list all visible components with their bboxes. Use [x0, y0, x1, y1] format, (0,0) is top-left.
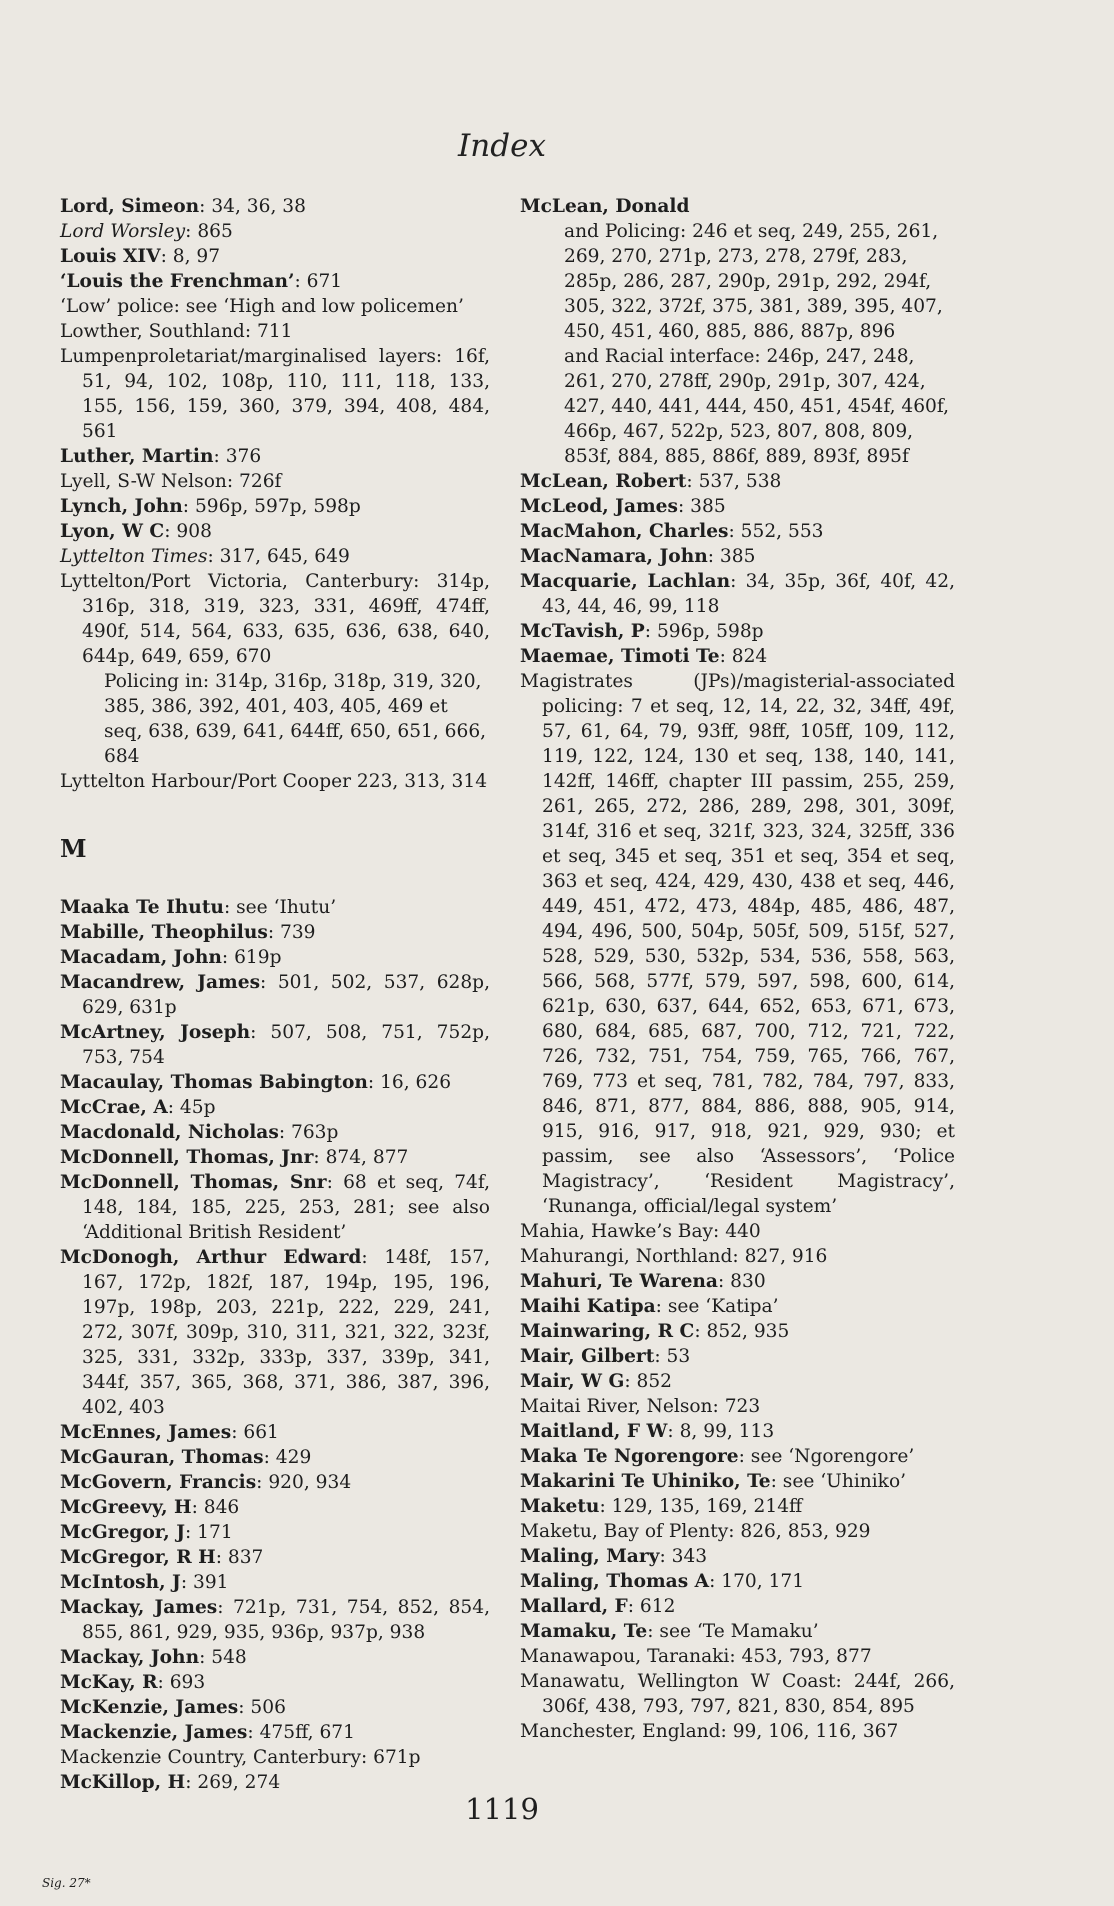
index-entry [520, 1669, 955, 1719]
entry-heading: MacNamara, John [520, 546, 708, 567]
index-entry [60, 469, 490, 494]
entry-references: : 501, 502, 537, 628p, 629, 631p [82, 972, 490, 1018]
entry-heading: Mabille, Theophilus [60, 922, 268, 943]
entry-references: : 475ff, 671 [247, 1722, 355, 1743]
entry-references: : see ‘Ngorengore’ [738, 1446, 915, 1467]
entry-references: Lumpenproletariat/marginalised layers: 16f, 51, 94, 102, 108p, 110, 111, 118, 133, 155, 156, 159, 360, 379, 394, 408, 484, 561 [60, 346, 490, 442]
entry-references: and Policing: 246 et seq, 249, 255, 261, 269, 270, 271p, 273, 278, 279f, 283, 285p, 286, 287, 290p, 291p, 292, 294f, 305, 322, 372f, 375, 381, 389, 395, 407, 450, 451, 460, 885, 886, 887p, 896 [564, 221, 943, 342]
index-subentry [520, 219, 955, 344]
entry-references: : 170, 171 [709, 1571, 805, 1592]
entry-heading: Mair, Gilbert [520, 1346, 655, 1367]
index-entry [60, 1095, 490, 1120]
index-entry [60, 1420, 490, 1445]
entry-heading: McKillop, H [60, 1772, 186, 1793]
index-entry [60, 920, 490, 945]
index-entry [60, 1745, 490, 1770]
entry-references: : 385 [707, 546, 756, 567]
entry-references: Lyell, S-W Nelson: 726f [60, 471, 282, 492]
entry-heading: Mackay, John [60, 1647, 200, 1668]
entry-references: Magistrates (JPs)/magisterial-associated policing: 7 et seq, 12, 14, 22, 32, 34ff, 49f, 57, 61, 64, 79, 93ff, 98ff, 105ff, 109, 112, 119, 122, 124, 130 et seq, 138, 140, 141, 142ff, 146ff, chapter III passim, 255, 259, 261, 265, 272, 286, 289, 298, 301, 309f, 314f, 316 et seq, 321f, 323, 324, 325ff, 336 et seq, 345 et seq, 351 et seq, 354 et seq, 363 et seq, 424, 429, 430, 438 et seq, 446, 449, 451, 472, 473, 484p, 485, 486, 487, 494, 496, 500, 504p, 505f, 509, 515f, 527, 528, 529, 530, 532p, 534, 536, 558, 563, 566, 568, 577f, 579, 597, 598, 600, 614, 621p, 630, 637, 644, 652, 653, 671, 673, 680, 684, 685, 687, 700, 712, 721, 722, 726, 732, 751, 754, 759, 765, 766, 767, 769, 773 et seq, 781, 782, 784, 797, 833, 846, 871, 877, 884, 886, 888, 905, 914, 915, 916, 917, 918, 921, 929, 930; et passim, see also ‘Assessors’, ‘Police Magistracy’, ‘Resident Magistracy’, ‘Runanga, official/legal system’ [520, 671, 955, 1217]
index-entry [60, 444, 490, 469]
entry-references: Maitai River, Nelson: 723 [520, 1396, 761, 1417]
entry-heading: Mair, W G [520, 1371, 625, 1392]
index-entry [60, 1145, 490, 1170]
index-entry [520, 569, 955, 619]
entry-references: : 824 [719, 646, 768, 667]
index-entry [60, 1120, 490, 1145]
entry-heading: Macadam, John [60, 947, 222, 968]
entry-heading: Mahuri, Te Warena [520, 1271, 718, 1292]
index-column-right [520, 194, 955, 1744]
index-entry [520, 469, 955, 494]
entry-references: : 506 [238, 1697, 286, 1718]
index-entry [60, 544, 490, 569]
entry-references: : 661 [231, 1422, 279, 1443]
entry-references: : 596p, 597p, 598p [182, 496, 361, 517]
entry-references: : 129, 135, 169, 214ff [599, 1496, 803, 1517]
entry-references: : 721p, 731, 754, 852, 854, 855, 861, 929, 935, 936p, 937p, 938 [82, 1597, 490, 1643]
entry-heading: Macandrew, James [60, 972, 261, 993]
entry-references: : 391 [180, 1572, 229, 1593]
entry-heading: Macquarie, Lachlan [520, 571, 731, 592]
index-entry [60, 1020, 490, 1070]
index-entry [520, 1519, 955, 1544]
index-entry [520, 1644, 955, 1669]
entry-heading: McGregor, R H [60, 1547, 216, 1568]
index-entry [520, 519, 955, 544]
index-entry [60, 1470, 490, 1495]
entry-references: : 763p [278, 1122, 339, 1143]
index-entry [520, 1494, 955, 1519]
entry-references: : see ‘Ihutu’ [223, 897, 337, 918]
entry-references: : 852, 935 [694, 1321, 790, 1342]
index-column-left [60, 194, 490, 1795]
index-subentry [60, 669, 490, 769]
entry-heading: McTavish, P [520, 621, 645, 642]
entry-references: : 34, 36, 38 [199, 196, 306, 217]
index-entry [520, 494, 955, 519]
entry-heading: McCrae, A [60, 1097, 168, 1118]
entry-references: Manawatu, Wellington W Coast: 244f, 266, 306f, 438, 793, 797, 821, 830, 854, 895 [520, 1671, 955, 1717]
entry-heading: McEnnes, James [60, 1422, 232, 1443]
index-entry [520, 1469, 955, 1494]
entry-references: : 148f, 157, 167, 172p, 182f, 187, 194p, 195, 196, 197p, 198p, 203, 221p, 222, 229, 241, 272, 307f, 309p, 310, 311, 321, 322, 323f, 325, 331, 332p, 333p, 337, 339p, 341, 344f, 357, 365, 368, 371, 386, 387, 396, 402, 403 [82, 1247, 490, 1418]
entry-references: : 852 [624, 1371, 672, 1392]
entry-references: : 537, 538 [686, 471, 782, 492]
entry-references: : 343 [659, 1546, 708, 1567]
index-entry [520, 1394, 955, 1419]
entry-heading: McGauran, Thomas [60, 1447, 264, 1468]
entry-references: : 45p [167, 1097, 216, 1118]
index-entry [60, 1670, 490, 1695]
entry-references: : 269, 274 [185, 1772, 281, 1793]
page-title: Index [458, 128, 546, 164]
entry-heading: McGreevy, H [60, 1497, 192, 1518]
entry-references: : 8, 99, 113 [667, 1421, 775, 1442]
entry-heading: MacMahon, Charles [520, 521, 729, 542]
index-entry [60, 1445, 490, 1470]
entry-references: Mahurangi, Northland: 827, 916 [520, 1246, 828, 1267]
entry-references: : 429 [263, 1447, 312, 1468]
entry-references: : 874, 877 [313, 1147, 409, 1168]
signature-mark: Sig. 27* [42, 1876, 91, 1890]
entry-references: : 385 [677, 496, 726, 517]
entry-heading: Maaka Te Ihutu [60, 897, 224, 918]
index-entry [60, 1495, 490, 1520]
entry-references: : 865 [185, 221, 233, 242]
entry-references: Mackenzie Country, Canterbury: 671p [60, 1747, 421, 1768]
entry-heading: McDonnell, Thomas, Jnr [60, 1147, 314, 1168]
index-entry [520, 1544, 955, 1569]
entry-heading: Makarini Te Uhiniko, Te [520, 1471, 771, 1492]
entry-references: Manawapou, Taranaki: 453, 793, 877 [520, 1646, 872, 1667]
entry-references: : 16, 626 [367, 1072, 452, 1093]
index-entry [520, 544, 955, 569]
entry-references: Lyttelton Harbour/Port Cooper 223, 313, 314 [60, 771, 488, 792]
index-entry [520, 1344, 955, 1369]
entry-references: : 671 [294, 271, 343, 292]
index-entry [60, 269, 490, 294]
entry-heading: McKay, R [60, 1672, 158, 1693]
entry-references: Policing in: 314p, 316p, 318p, 319, 320, 385, 386, 392, 401, 403, 405, 469 et seq, 638, 639, 641, 644ff, 650, 651, 666, 684 [104, 671, 487, 767]
index-entry [520, 644, 955, 669]
entry-references: : 908 [164, 521, 212, 542]
entry-heading: Maling, Mary [520, 1546, 660, 1567]
entry-references: and Racial interface: 246p, 247, 248, 261, 270, 278ff, 290p, 291p, 307, 424, 427, 440, 441, 444, 450, 451, 454f, 460f, 466p, 467, 522p, 523, 807, 808, 809, 853f, 884, 885, 886f, 889, 893f, 895f [564, 346, 950, 467]
index-entry [520, 1294, 955, 1319]
index-entry [60, 1245, 490, 1420]
entry-heading: McKenzie, James [60, 1697, 239, 1718]
entry-references: Lyttelton/Port Victoria, Canterbury: 314p, 316p, 318, 319, 323, 331, 469ff, 474ff, 490f, 514, 564, 633, 635, 636, 638, 640, 644p, 649, 659, 670 [60, 571, 490, 667]
entry-heading: McLean, Donald [520, 196, 690, 217]
entry-heading: Luther, Martin [60, 446, 214, 467]
index-entry [60, 519, 490, 544]
entry-heading: Mallard, F [520, 1596, 628, 1617]
entry-heading: McDonogh, Arthur Edward [60, 1247, 362, 1268]
index-entry [520, 1444, 955, 1469]
index-entry [60, 1170, 490, 1245]
index-entry [60, 970, 490, 1020]
entry-references: Manchester, England: 99, 106, 116, 367 [520, 1721, 899, 1742]
entry-references: : 920, 934 [256, 1472, 352, 1493]
index-entry [60, 219, 490, 244]
entry-references: : 619p [221, 947, 282, 968]
entry-heading: McArtney, Joseph [60, 1022, 251, 1043]
index-entry [520, 1269, 955, 1294]
index-entry [60, 194, 490, 219]
index-entry [60, 319, 490, 344]
index-entry [60, 895, 490, 920]
entry-heading: Lord Worsley [60, 221, 186, 242]
entry-references: : 53 [654, 1346, 691, 1367]
index-entry [60, 1545, 490, 1570]
entry-references: : 548 [199, 1647, 247, 1668]
index-entry [60, 1695, 490, 1720]
entry-heading: Macaulay, Thomas Babington [60, 1072, 368, 1093]
entry-heading: Maling, Thomas A [520, 1571, 710, 1592]
entry-references: : 171 [185, 1522, 233, 1543]
entry-references: : 693 [157, 1672, 206, 1693]
index-entry [60, 769, 490, 794]
entry-references: : 596p, 598p [644, 621, 764, 642]
entry-heading: Lord, Simeon [60, 196, 200, 217]
entry-references: : see ‘Te Mamaku’ [647, 1621, 819, 1642]
index-entry [60, 1595, 490, 1645]
entry-heading: Mamaku, Te [520, 1621, 648, 1642]
entry-references: Maketu, Bay of Plenty: 826, 853, 929 [520, 1521, 871, 1542]
index-entry [520, 1619, 955, 1644]
index-entry [520, 1319, 955, 1344]
entry-heading: Maihi Katipa [520, 1296, 656, 1317]
entries-right [520, 194, 955, 1744]
index-entry [520, 1369, 955, 1394]
entry-heading: Lynch, John [60, 496, 183, 517]
entry-references: : 8, 97 [160, 246, 221, 267]
index-entry [520, 1594, 955, 1619]
entry-references: Mahia, Hawke’s Bay: 440 [520, 1221, 761, 1242]
index-entry [520, 1244, 955, 1269]
entry-heading: McLean, Robert [520, 471, 687, 492]
entry-heading: McIntosh, J [60, 1572, 181, 1593]
index-entry [520, 1569, 955, 1594]
entries-l [60, 194, 490, 794]
entry-references: : 317, 645, 649 [207, 546, 350, 567]
entry-references: : 837 [215, 1547, 264, 1568]
entry-heading: Lyttelton Times [60, 546, 208, 567]
index-entry [60, 1645, 490, 1670]
index-entry [520, 619, 955, 644]
index-entry [60, 1720, 490, 1745]
index-entry [520, 1719, 955, 1744]
entry-heading: Maemae, Timoti Te [520, 646, 720, 667]
index-entry [520, 669, 955, 1219]
index-entry [60, 1570, 490, 1595]
entry-references: : 846 [191, 1497, 240, 1518]
entry-references: Lowther, Southland: 711 [60, 321, 293, 342]
index-entry [520, 1419, 955, 1444]
entry-heading: Maitland, F W [520, 1421, 668, 1442]
index-entry [60, 1070, 490, 1095]
index-entry [60, 945, 490, 970]
entry-references: : 68 et seq, 74f, 148, 184, 185, 225, 253, 281; see also ‘Additional British Resident’ [82, 1172, 490, 1243]
entry-heading: Louis XIV [60, 246, 161, 267]
entry-heading: Lyon, W C [60, 521, 165, 542]
entry-references: : 739 [267, 922, 316, 943]
entry-references: : 612 [627, 1596, 676, 1617]
entry-heading: McGovern, Francis [60, 1472, 257, 1493]
entry-heading: McGregor, J [60, 1522, 185, 1543]
entry-references: ‘Low’ police: see ‘High and low policemen’ [60, 296, 464, 317]
entry-heading: McLeod, James [520, 496, 678, 517]
entry-heading: Mainwaring, R C [520, 1321, 695, 1342]
index-entry [60, 344, 490, 444]
entry-heading: McDonnell, Thomas, Snr [60, 1172, 327, 1193]
entry-references: : see ‘Katipa’ [655, 1296, 779, 1317]
index-entry [520, 194, 955, 219]
entry-references: : see ‘Uhiniko’ [770, 1471, 907, 1492]
entry-references: : 830 [717, 1271, 766, 1292]
entry-heading: Mackay, James [60, 1597, 218, 1618]
entry-references: : 507, 508, 751, 752p, 753, 754 [82, 1022, 490, 1068]
entry-heading: Maketu [520, 1496, 600, 1517]
index-entry [60, 244, 490, 269]
index-subentry [520, 344, 955, 469]
index-entry [520, 1219, 955, 1244]
index-entry [60, 294, 490, 319]
entry-heading: Macdonald, Nicholas [60, 1122, 279, 1143]
index-entry [60, 1520, 490, 1545]
entry-references: : 34, 35p, 36f, 40f, 42, 43, 44, 46, 99, 118 [542, 571, 955, 617]
entries-m [60, 895, 490, 1795]
entry-heading: ‘Louis the Frenchman’ [60, 271, 295, 292]
entry-references: : 376 [213, 446, 262, 467]
section-letter-heading: M [60, 834, 87, 863]
index-entry [60, 569, 490, 669]
entry-heading: Mackenzie, James [60, 1722, 248, 1743]
entry-heading: Maka Te Ngorengore [520, 1446, 739, 1467]
page-number: 1119 [465, 1792, 539, 1826]
entry-references: : 552, 553 [728, 521, 824, 542]
index-entry [60, 494, 490, 519]
